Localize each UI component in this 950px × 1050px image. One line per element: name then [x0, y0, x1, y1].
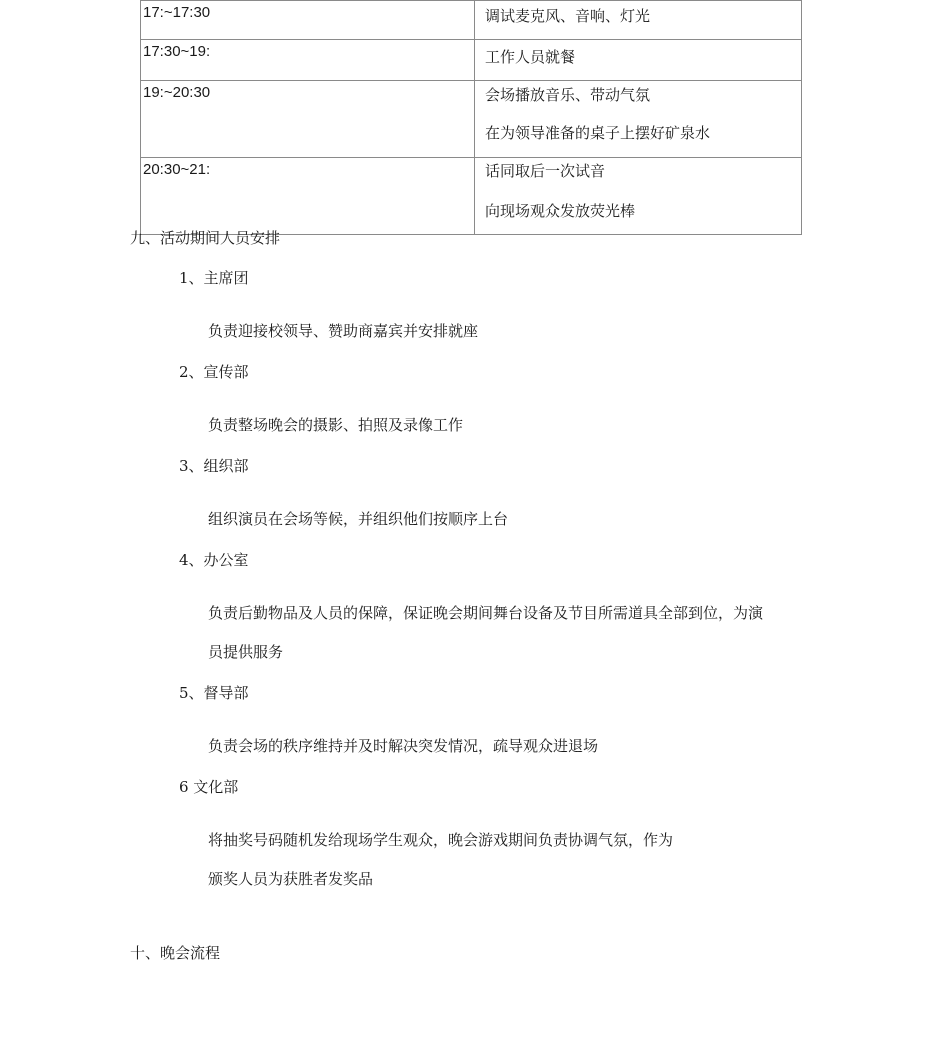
group-text-publicity: 负责整场晚会的摄影、拍照及录像工作: [208, 416, 464, 434]
group-title-organization: 3、组织部: [179, 457, 249, 475]
task-line: 工作人员就餐: [485, 48, 576, 66]
task-line: 会场播放音乐、带动气氛: [485, 86, 651, 104]
task-line: 调试麦克风、音响、灯光: [485, 7, 651, 25]
task-line: 话同取后一次试音: [485, 162, 606, 180]
table-row: [141, 1, 802, 40]
table-row: [141, 158, 802, 235]
section-heading-staffing: 九、活动期间人员安排: [130, 229, 281, 247]
table-row: [141, 40, 802, 81]
task-cell: [475, 40, 802, 81]
group-title-supervision: 5、督导部: [179, 684, 249, 702]
group-text-culture-line1: 将抽奖号码随机发给现场学生观众，晚会游戏期间负责协调气氛，作为: [208, 831, 674, 849]
time-cell: 19:~20:30: [141, 81, 475, 158]
time-cell: 20:30~21:: [141, 158, 475, 235]
group-text-organization: 组织演员在会场等候，并组织他们按顺序上台: [208, 510, 509, 528]
schedule-table: [140, 0, 802, 235]
time-cell: 17:30~19:: [141, 40, 475, 81]
task-line: 在为领导准备的桌子上摆好矿泉水: [485, 124, 711, 142]
section-heading-program-flow: 十、晚会流程: [130, 944, 221, 962]
task-line: 向现场观众发放荧光棒: [485, 202, 636, 220]
group-text-presidium: 负责迎接校领导、赞助商嘉宾并安排就座: [208, 322, 479, 340]
group-title-culture: 6 文化部: [179, 778, 239, 796]
group-text-supervision: 负责会场的秩序维持并及时解决突发情况，疏导观众进退场: [208, 737, 599, 755]
task-cell: [475, 1, 802, 40]
group-title-publicity: 2、宣传部: [179, 363, 249, 381]
group-text-office-line2: 员提供服务: [208, 643, 284, 661]
group-title-presidium: 1、主席团: [179, 269, 249, 287]
task-cell: [475, 81, 802, 158]
table-row: [141, 81, 802, 158]
task-cell: [475, 158, 802, 235]
group-title-office: 4、办公室: [179, 551, 249, 569]
time-cell: 17:~17:30: [141, 1, 475, 40]
group-text-culture-line2: 颁奖人员为获胜者发奖品: [208, 870, 374, 888]
group-text-office-line1: 负责后勤物品及人员的保障，保证晚会期间舞台设备及节目所需道具全部到位，为演: [208, 604, 764, 622]
